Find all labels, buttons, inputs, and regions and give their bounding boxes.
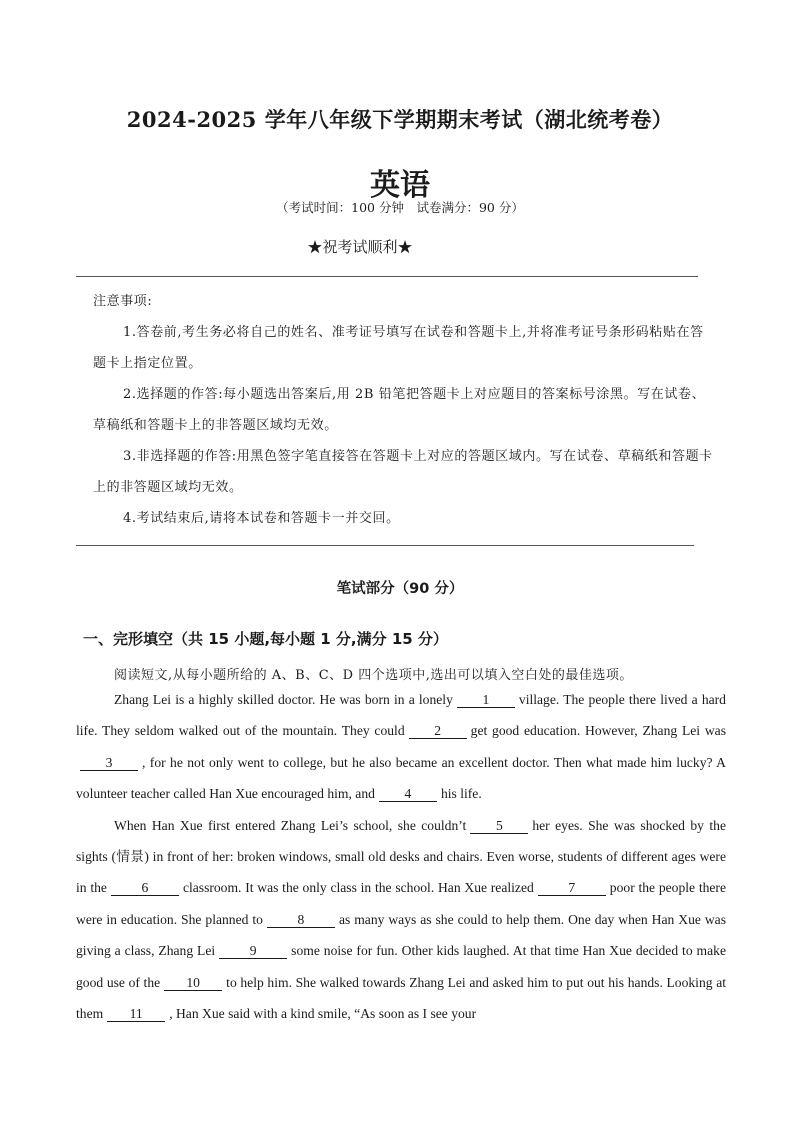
passage-text: , Han Xue said with a kind smile, “As soon as I see your — [169, 1006, 477, 1022]
blank-1: 1 — [457, 692, 515, 708]
passage-text: , for he not only went to college, but he also became an excellent doctor. Then what made him lucky? A volunteer teacher called Han Xue encouraged him, and — [76, 754, 726, 802]
passage-text: to help him. She walked towards Zhang Lei and asked him to put out his hands. Looking at them — [76, 974, 727, 1022]
passage-text: village. The people there lived a hard life. They seldom walked out of the mountain. They could — [76, 692, 726, 739]
passage-text: her eyes. She was shocked by the sights (情景) in front of her: broken windows, small old desks and chairs. Even worse, students of different ages were in the — [76, 817, 727, 896]
section-heading: 一、完形填空（共 15 小题,每小题 1 分,满分 15 分） — [83, 630, 448, 648]
exam-info: （考试时间：100 分钟 试卷满分：90 分） — [276, 200, 524, 215]
passage-text: classroom. It was the only class in the school. Han Xue realized — [182, 880, 534, 896]
blank-6: 6 — [111, 880, 179, 896]
passage-paragraph — [76, 810, 726, 1030]
notes-block — [93, 286, 713, 534]
passage-text: some noise for fun. Other kids laughed. At that time Han Xue decided to make good use of the — [76, 943, 726, 990]
blank-11: 11 — [107, 1006, 165, 1022]
passage-text: his life. — [440, 786, 482, 802]
blank-5: 5 — [470, 818, 528, 834]
passage-text: poor the people there were in education. She planned to — [76, 880, 726, 927]
exam-title: 2024-2025 学年八年级下学期期末考试（湖北统考卷） — [126, 107, 674, 132]
passage-text: Zhang Lei is a highly skilled doctor. He was born in a lonely — [114, 692, 453, 707]
note-item: 1.答卷前,考生务必将自己的姓名、准考证号填写在试卷和答题卡上,并将准考证号条形码粘贴在答题卡上指定位置。 — [93, 325, 704, 371]
blank-8: 8 — [267, 912, 335, 928]
cloze-passage — [76, 684, 726, 1029]
blank-10: 10 — [164, 975, 222, 991]
passage-text: get good education. However, Zhang Lei was — [470, 723, 726, 739]
passage-text: as many ways as she could to help them. One day when Han Xue was giving a class, Zhang Lei — [76, 911, 726, 959]
subject-title: 英语 — [370, 168, 430, 203]
notes-title: 注意事项: — [93, 294, 153, 309]
divider-top — [76, 276, 698, 277]
note-item: 4.考试结束后,请将本试卷和答题卡一并交回。 — [123, 511, 400, 526]
passage-paragraph — [76, 684, 726, 810]
blank-3: 3 — [80, 755, 138, 771]
blessing-line: ★祝考试顺利★ — [307, 238, 413, 256]
section-instruction: 阅读短文,从每小题所给的 A、B、C、D 四个选项中,选出可以填入空白处的最佳选项。 — [114, 668, 633, 683]
passage-text: When Han Xue first entered Zhang Lei’s school, she couldn’t — [114, 817, 467, 833]
blank-9: 9 — [219, 943, 287, 959]
note-item: 2.选择题的作答:每小题选出答案后,用 2B 铅笔把答题卡上对应题目的答案标号涂黑。写在试卷、草稿纸和答题卡上的非答题区域均无效。 — [93, 387, 706, 433]
blank-4: 4 — [379, 786, 437, 802]
blank-2: 2 — [409, 723, 467, 739]
note-item: 3.非选择题的作答:用黑色签字笔直接答在答题卡上对应的答题区域内。写在试卷、草稿纸和答题卡上的非答题区域均无效。 — [93, 449, 713, 495]
blank-7: 7 — [538, 880, 606, 896]
written-section-title: 笔试部分（90 分） — [336, 581, 464, 597]
divider-bottom — [76, 545, 694, 546]
